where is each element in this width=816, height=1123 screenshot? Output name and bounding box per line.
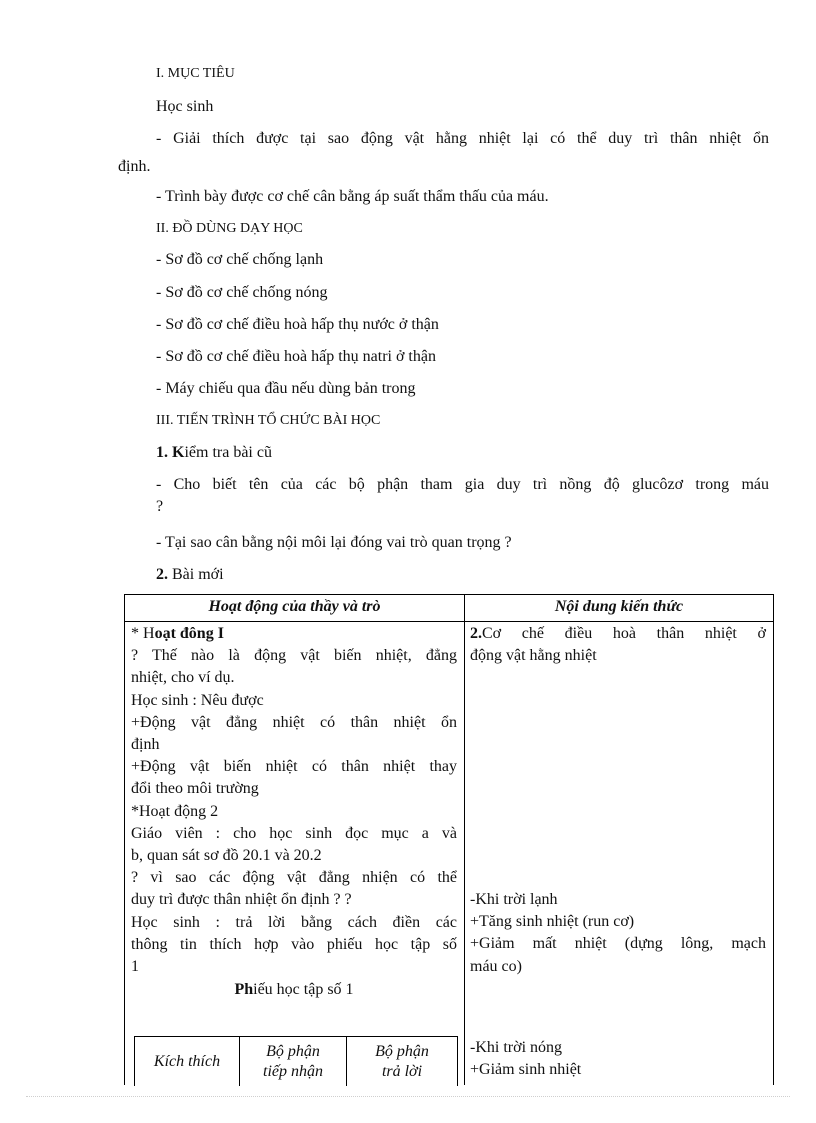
left-line: định (131, 736, 160, 754)
hoc-sinh-label: Học sinh (156, 98, 214, 115)
cold-item: +Giảm mất nhiệt (dựng lông, mạch (470, 935, 766, 953)
content-heading-text: Cơ chế điều hoà thân nhiệt ở (482, 625, 766, 642)
activity-1-title: oạt đông I (154, 625, 224, 642)
step-1-title: iểm tra bài cũ (184, 444, 272, 461)
equipment-item: - Sơ đồ cơ chế chống nóng (156, 284, 328, 301)
content-heading-line-1 (470, 623, 766, 645)
cold-response-block (470, 889, 766, 978)
worksheet-title-rest: iếu học tập số 1 (253, 981, 354, 999)
worksheet-title-bold: Ph (234, 981, 254, 999)
cold-item: máu co) (470, 957, 522, 975)
section-3-heading: III. TIẾN TRÌNH TỔ CHỨC BÀI HỌC (156, 413, 381, 428)
content-heading-number: 2. (470, 625, 482, 642)
section-2-heading: II. ĐỒ DÙNG DẠY HỌC (156, 221, 303, 236)
page-bottom-dotted-rule (26, 1096, 790, 1097)
header-divider (125, 621, 773, 622)
step-1-number: 1. K (156, 444, 185, 461)
left-line: ? Thế nào là động vật biến nhiệt, đẳng (131, 647, 457, 665)
worksheet-title (131, 979, 457, 1001)
equipment-item: - Sơ đồ cơ chế chống lạnh (156, 251, 324, 268)
content-heading-line-2: động vật hằng nhiệt (470, 647, 597, 665)
worksheet-col-effector (347, 1037, 457, 1086)
worksheet-col-receptor (240, 1037, 346, 1086)
left-line: thông tin thích hợp vào phiếu học tập số (131, 935, 457, 953)
column-divider (464, 595, 465, 1085)
left-line: đổi theo môi trường (131, 780, 259, 798)
left-line: duy trì được thân nhiệt ổn định ? ? (131, 891, 352, 909)
activity-2-heading: *Hoạt động 2 (131, 802, 219, 820)
equipment-item: - Sơ đồ cơ chế điều hoà hấp thụ natri ở thận (156, 348, 436, 365)
left-line: 1 (131, 958, 139, 976)
cold-heading: -Khi trời lạnh (470, 891, 558, 908)
equipment-item: - Máy chiếu qua đầu nếu dùng bản trong (156, 380, 416, 397)
step-2-number: 2. (156, 566, 168, 583)
equipment-item: - Sơ đồ cơ chế điều hoà hấp thụ nước ở thận (156, 316, 439, 333)
activity-1-star: * H (131, 625, 155, 642)
step-2-title: Bài mới (168, 566, 224, 583)
goal-2: - Trình bày được cơ chế cân bằng áp suất thẩm thấu của máu. (156, 188, 549, 205)
left-line: Học sinh : trả lời bằng cách điền các (131, 913, 457, 931)
activity-1-heading (131, 623, 457, 645)
left-line: ? vì sao các động vật đẳng nhiện có thể (131, 869, 457, 887)
left-line: Giáo viên : cho học sinh đọc mục a và (131, 824, 457, 842)
question-1-line-1: - Cho biết tên của các bộ phận tham gia duy trì nồng độ glucôzơ trong máu (156, 476, 769, 493)
worksheet-col-receptor-line-1: Bộ phận (266, 1042, 320, 1060)
worksheet-col-receptor-line-2: tiếp nhận (263, 1062, 323, 1080)
header-right: Nội dung kiến thức (554, 598, 684, 615)
left-line: +Động vật biến nhiệt có thân nhiệt thay (131, 758, 457, 776)
question-1-line-2: ? (156, 498, 164, 515)
left-line: b, quan sát sơ đồ 20.1 và 20.2 (131, 847, 322, 865)
hot-item: +Giảm sinh nhiệt (470, 1061, 582, 1079)
worksheet-col-effector-line-2: trả lời (381, 1062, 423, 1080)
cold-item: +Tăng sinh nhiệt (run cơ) (470, 913, 635, 931)
worksheet-col-effector-line-1: Bộ phận (375, 1042, 429, 1060)
hot-response-block (470, 1037, 766, 1081)
step-2-heading (156, 565, 224, 585)
question-2: - Tại sao cân bằng nội môi lại đóng vai trò quan trọng ? (156, 534, 512, 551)
section-1-heading: I. MỤC TIÊU (156, 66, 235, 81)
header-left: Hoạt động của thầy và trò (208, 598, 381, 615)
hot-heading: -Khi trời nóng (470, 1039, 563, 1056)
right-column-heading (470, 623, 766, 667)
goal-1-line-2: định. (118, 158, 151, 175)
step-1-heading (156, 443, 272, 463)
worksheet-col-stimulus: Kích thích (153, 1052, 221, 1070)
left-column (131, 623, 457, 1001)
left-line: Học sinh : Nêu được (131, 691, 264, 709)
goal-1-line-1: - Giải thích được tại sao động vật hằng nhiệt lại có thể duy trì thân nhiệt ổn (156, 130, 769, 147)
left-line: +Động vật đẳng nhiệt có thân nhiệt ổn (131, 713, 457, 731)
lesson-table (124, 594, 774, 1085)
left-line: nhiệt, cho ví dụ. (131, 669, 235, 687)
worksheet-table (134, 1036, 458, 1086)
